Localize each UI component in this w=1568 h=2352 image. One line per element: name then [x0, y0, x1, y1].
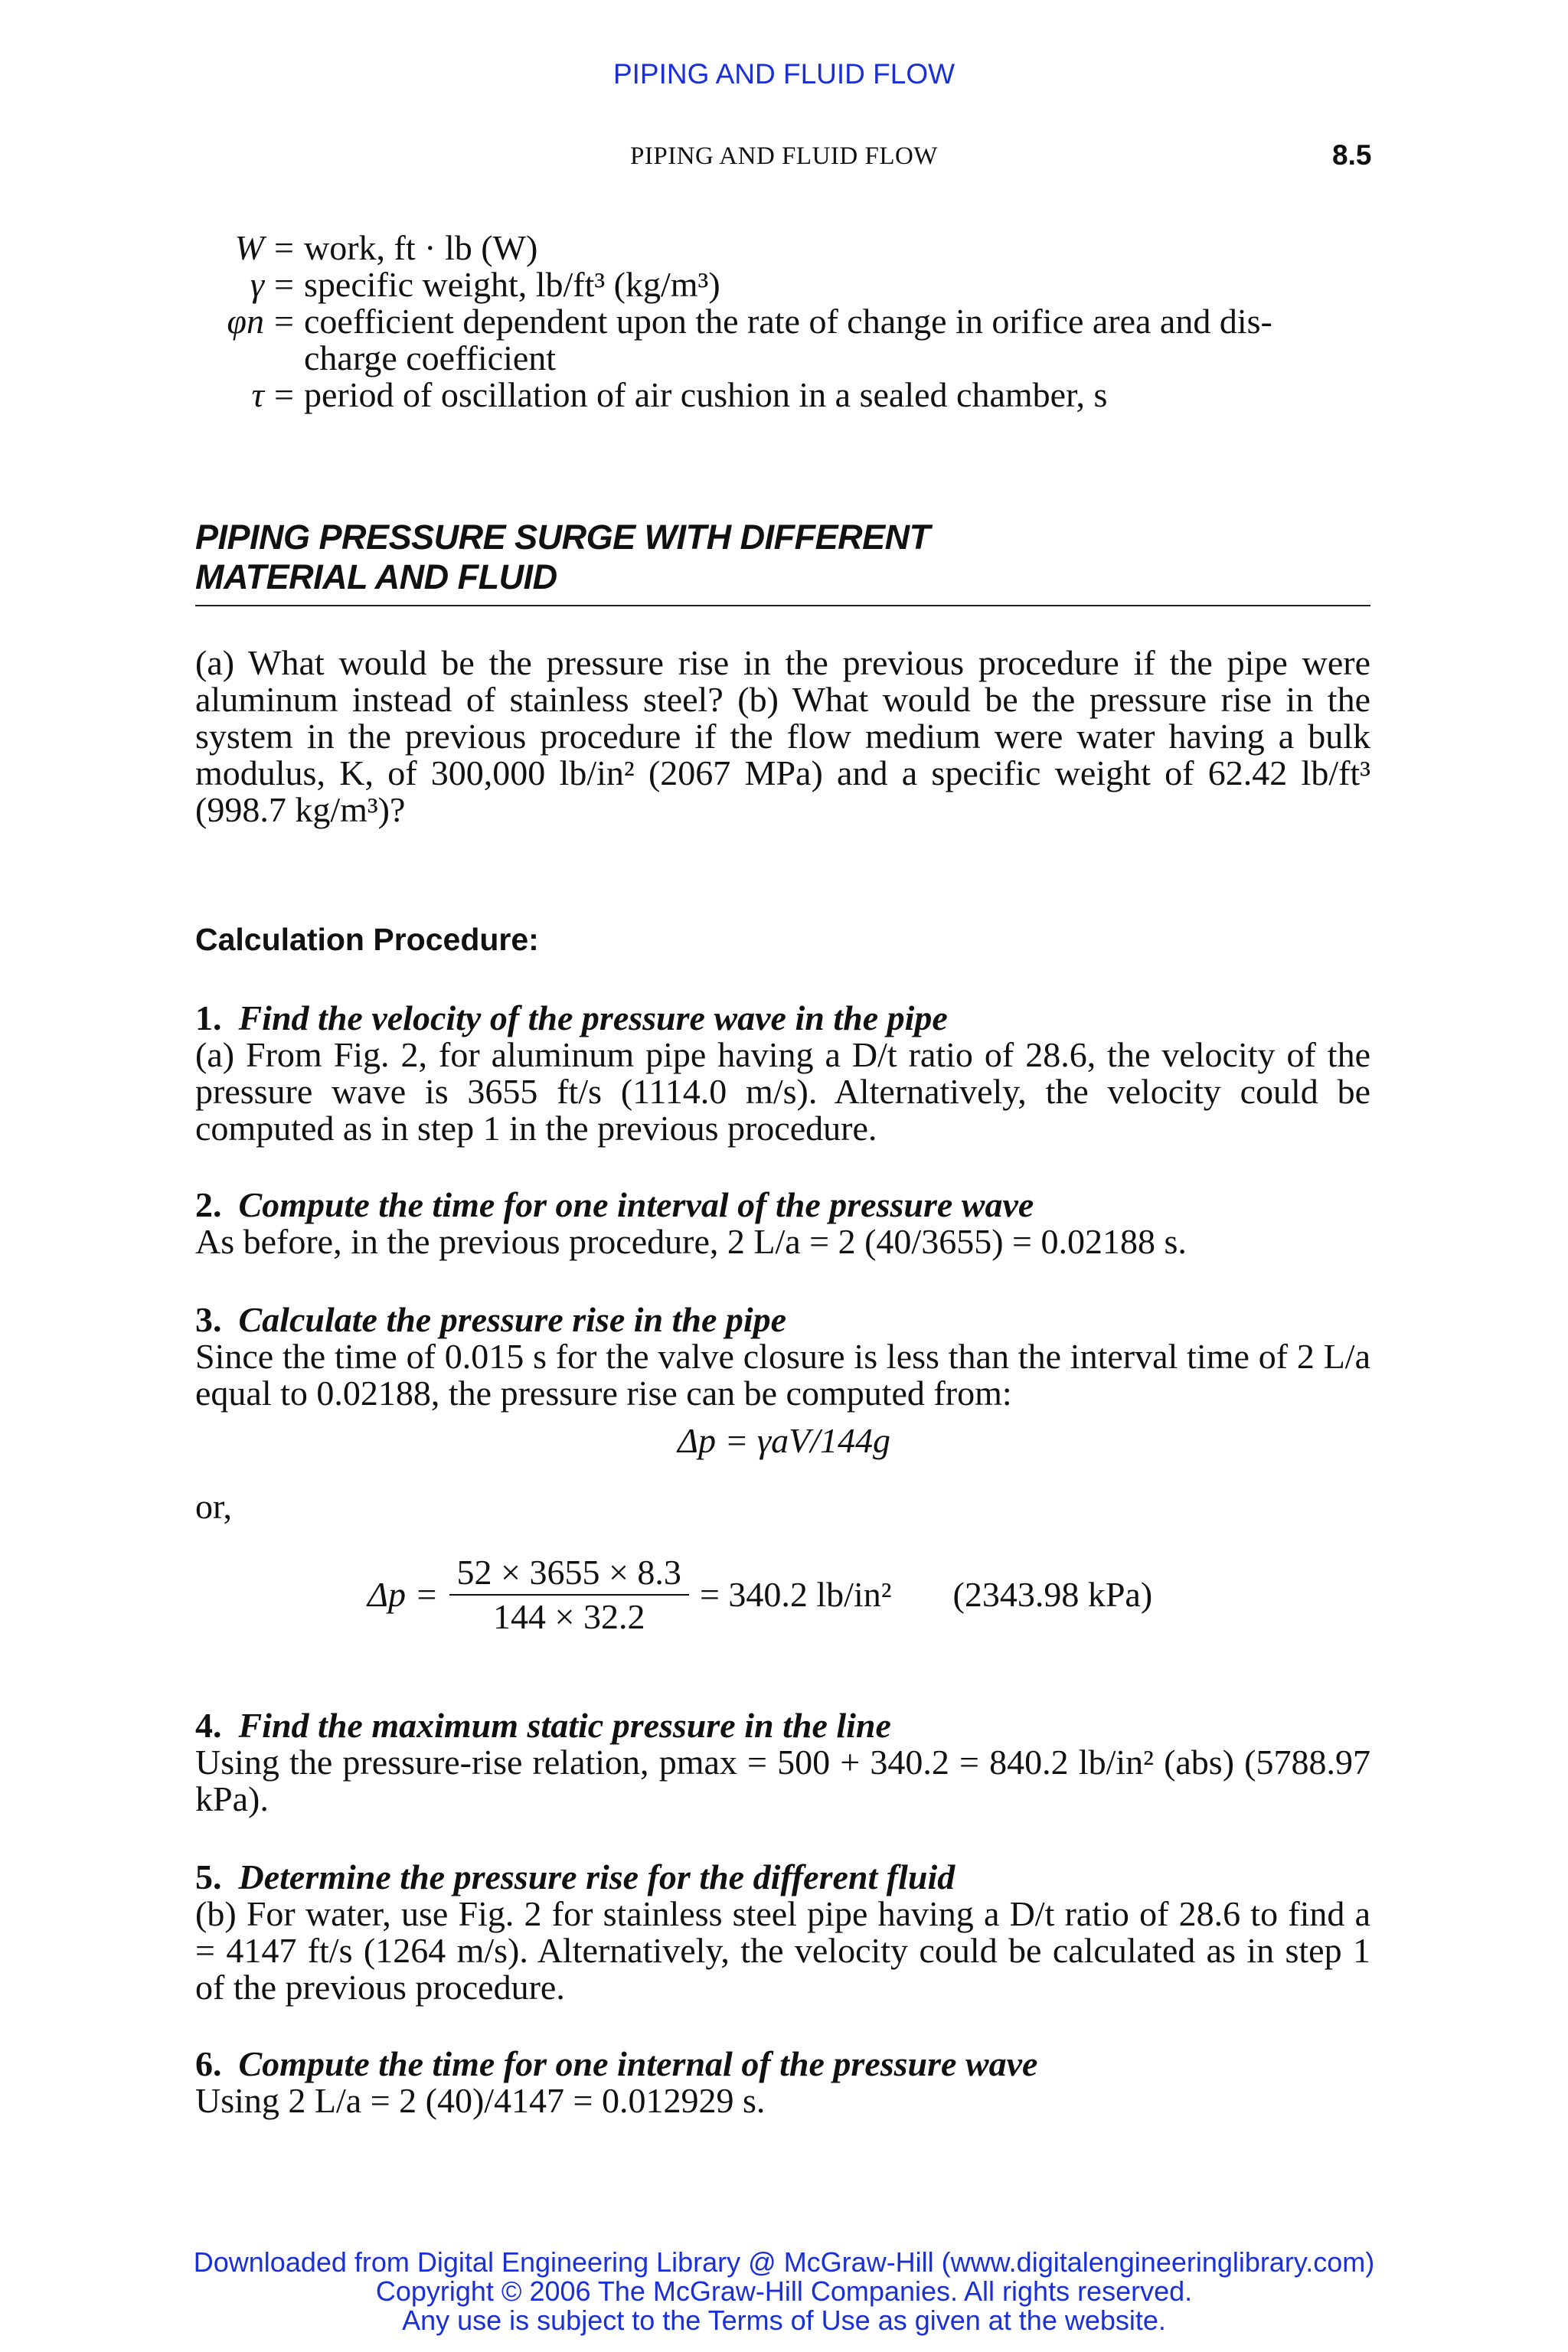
step-1 [195, 1000, 1370, 1147]
calculation-heading: Calculation Procedure: [195, 922, 539, 957]
step-title: Calculate the pressure rise in the pipe [238, 1300, 787, 1339]
definition-symbol: W [234, 228, 264, 267]
equals-sign-blank [264, 340, 304, 377]
definition-text: period of oscillation of air cushion in a sealed chamber, s [304, 375, 1108, 414]
step-number: 5. [195, 1857, 222, 1896]
page-number: 8.5 [1332, 139, 1372, 171]
equation-numerator: 52 × 3655 × 8.3 [449, 1554, 689, 1596]
definition-text: specific weight, lb/ft³ (kg/m³) [304, 265, 720, 304]
problem-statement: (a) What would be the pressure rise in the previous procedure if the pipe were aluminum instead of stainless steel? (b) What would be the pressure rise in the system in the previous procedure if the flow medium were water having a bulk modulus, K, of 300,000 lb/in² (2067 MPa) and a specific weight of 62.42 lb/ft³ (998.7 kg/m³)? [195, 643, 1370, 829]
header-link[interactable]: PIPING AND FLUID FLOW [612, 58, 956, 90]
step-number: 3. [195, 1300, 222, 1339]
equals-sign: = [274, 265, 294, 304]
equation-lhs: Δp = [368, 1575, 439, 1614]
step-6 [195, 2046, 1370, 2119]
step-text: (a) From Fig. 2, for aluminum pipe having a D/t ratio of 28.6, the velocity of the pressure wave is 3655 ft/s (1114.0 m/s). Alternatively, the velocity could be computed as in step 1 in the previous procedure. [195, 1035, 1370, 1148]
equation-pressure-rise: Δp = γaV/144g [677, 1421, 891, 1460]
definition-symbol: γ [250, 265, 264, 304]
step-title: Find the maximum static pressure in the line [238, 1706, 891, 1745]
step-heading [195, 1707, 1370, 1744]
section-title-line: PIPING PRESSURE SURGE WITH DIFFERENT [195, 518, 930, 557]
step-text: Since the time of 0.015 s for the valve closure is less than the interval time of 2 L/a equal to 0.02188, the pressure rise can be computed from: [195, 1337, 1370, 1413]
step-title: Determine the pressure rise for the different fluid [238, 1857, 956, 1896]
step-text: Using the pressure-rise relation, pmax = 500 + 340.2 = 840.2 lb/in² (abs) (5788.97 kPa). [195, 1743, 1370, 1818]
step-heading [195, 1302, 1370, 1338]
definition-symbol: τ [251, 375, 264, 414]
step-title: Find the velocity of the pressure wave in the pipe [238, 998, 948, 1037]
definition-row [195, 377, 1374, 413]
step-3 [195, 1302, 1370, 1412]
definition-text: coefficient dependent upon the rate of change in orifice area and dis- [304, 302, 1272, 341]
step-text: As before, in the previous procedure, 2 L/a = 2 (40/3655) = 0.02188 s. [195, 1222, 1187, 1261]
step-heading [195, 1000, 1370, 1037]
step-text: Using 2 L/a = 2 (40)/4147 = 0.012929 s. [195, 2081, 766, 2120]
step-heading [195, 1859, 1370, 1896]
equation-result: = 340.2 lb/in² [699, 1575, 892, 1614]
equation-numeric [368, 1554, 1286, 1635]
equation-denominator: 144 × 32.2 [493, 1597, 645, 1636]
step-2 [195, 1187, 1370, 1260]
step-5 [195, 1859, 1370, 2006]
definitions-list [195, 230, 1374, 413]
footer-copyright: Copyright © 2006 The McGraw-Hill Companies. All rights reserved. [375, 2275, 1193, 2307]
or-text: or, [195, 1487, 232, 1526]
equals-sign: = [274, 228, 294, 267]
equals-sign: = [274, 302, 294, 341]
definition-symbol [195, 340, 264, 377]
equation-si-value: (2343.98 kPa) [952, 1575, 1153, 1614]
running-head: PIPING AND FLUID FLOW [630, 142, 938, 170]
equation-fraction [449, 1554, 689, 1635]
step-4 [195, 1707, 1370, 1818]
step-title: Compute the time for one internal of the pressure wave [238, 2044, 1038, 2083]
definition-text: charge coefficient [304, 338, 557, 377]
footer [0, 2248, 1568, 2335]
definition-row [195, 230, 1374, 266]
definition-row [195, 303, 1374, 340]
step-heading [195, 2046, 1370, 2082]
section-title [195, 518, 1374, 597]
equals-sign: = [274, 375, 294, 414]
section-rule [195, 605, 1370, 606]
definition-symbol: φn [227, 302, 264, 341]
step-text: (b) For water, use Fig. 2 for stainless steel pipe having a D/t ratio of 28.6 to find a = 4147 ft/s (1264 m/s). Alternatively, the velocity could be calculated as in step 1 of the previous procedure. [195, 1894, 1370, 2007]
definition-row [195, 266, 1374, 303]
step-number: 6. [195, 2044, 222, 2083]
section-title-line: MATERIAL AND FLUID [195, 557, 557, 596]
definition-text: work, ft · lb (W) [304, 228, 538, 267]
footer-download-link[interactable]: Downloaded from Digital Engineering Library @ McGraw-Hill (www.digitalengineeringlibrary.com) [193, 2246, 1375, 2278]
footer-terms[interactable]: Any use is subject to the Terms of Use as given at the website. [402, 2305, 1166, 2336]
step-heading [195, 1187, 1370, 1223]
step-number: 1. [195, 998, 222, 1037]
step-number: 4. [195, 1706, 222, 1745]
definition-row [195, 340, 1374, 377]
step-title: Compute the time for one interval of the pressure wave [238, 1185, 1034, 1224]
step-number: 2. [195, 1185, 222, 1224]
